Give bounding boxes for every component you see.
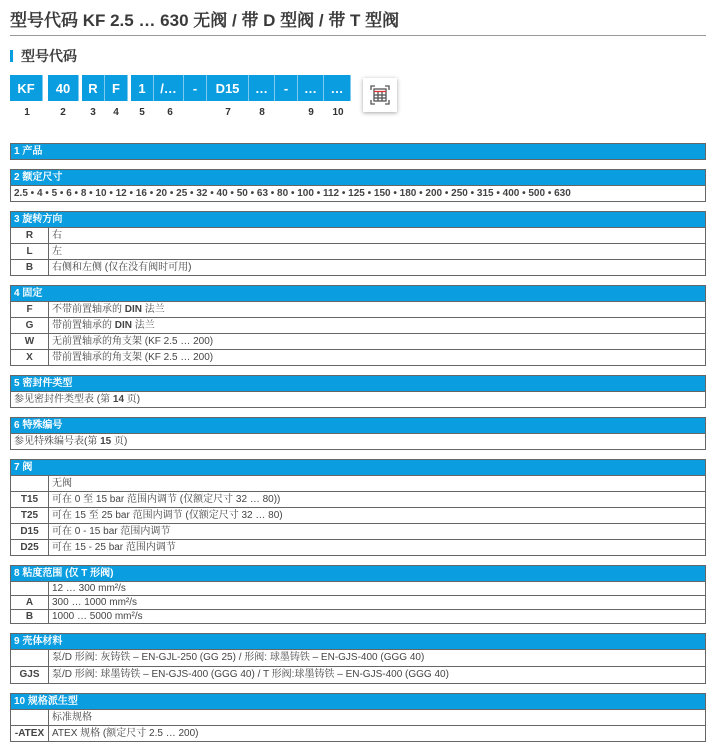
text: 可在 15 至 25 bar 范围内调节 (仅额定尺寸 32 … 80) (52, 510, 283, 521)
option-code: X (11, 350, 49, 365)
option-code (11, 582, 49, 595)
title-divider (10, 35, 706, 36)
text: 1000 … 5000 mm²/s (52, 611, 143, 622)
code-box[interactable]: R (82, 75, 105, 101)
option-description (49, 228, 62, 243)
code-box[interactable]: F (105, 75, 128, 101)
section-10 (10, 693, 706, 742)
table-row (11, 491, 705, 507)
option-description (11, 434, 127, 449)
code-box[interactable]: 40 (48, 75, 79, 101)
table-row (11, 259, 705, 275)
text: 参见密封件类型表 (第 (14, 394, 113, 405)
section-7 (10, 459, 706, 556)
option-description (49, 650, 424, 666)
option-code: B (11, 610, 49, 623)
code-position-number: 1 (24, 107, 30, 118)
text: 300 … 1000 mm²/s (52, 597, 138, 608)
section-5 (10, 375, 706, 408)
option-code: R (11, 228, 49, 243)
section-header: 1 产品 (11, 144, 705, 159)
section-header: 3 旋转方向 (11, 212, 705, 227)
option-description (49, 508, 283, 523)
option-description (49, 492, 280, 507)
table-row (11, 649, 705, 666)
text: 无阀 (52, 478, 72, 489)
option-code: A (11, 596, 49, 609)
option-code (11, 476, 49, 491)
code-box[interactable]: /… (154, 75, 184, 101)
section-header: 9 壳体材料 (11, 634, 705, 649)
option-description (49, 318, 155, 333)
section-2 (10, 169, 706, 202)
option-code: B (11, 260, 49, 275)
table-row (11, 539, 705, 555)
table-row (11, 433, 705, 449)
text: 法兰 (142, 304, 165, 315)
option-description (49, 596, 137, 609)
text: 右 (52, 230, 62, 241)
section-8 (10, 565, 706, 624)
option-description (49, 540, 176, 555)
option-description (49, 350, 213, 365)
option-description (49, 726, 199, 741)
text: 泵/D 形阀: 灰铸铁 – EN-GJL-250 (GG 25) / 形阀: 球墨铸铁 – EN-GJS-400 (GGG 40) (52, 652, 425, 663)
section-header: 6 特殊编号 (11, 418, 705, 433)
text: 可在 0 至 15 bar 范围内调节 (仅额定尺寸 32 … 80)) (52, 494, 281, 505)
text: 带前置轴承的 (52, 320, 115, 331)
calculator-icon (369, 84, 391, 106)
calculator-button[interactable] (363, 78, 397, 112)
option-description (49, 260, 191, 275)
bold-text: DIN (124, 304, 143, 315)
code-box[interactable]: … (324, 75, 351, 101)
code-position-number: 7 (225, 107, 231, 118)
text: 不带前置轴承的 (52, 304, 125, 315)
section-3 (10, 211, 706, 276)
section-header: 5 密封件类型 (11, 376, 705, 391)
section-header: 7 阀 (11, 460, 705, 475)
code-position-number: 10 (332, 107, 344, 118)
text: 泵/D 形阀: 球墨铸铁 – EN-GJS-400 (GGG 40) / T 形阀:球墨铸铁 – EN-GJS-400 (GGG 40) (52, 669, 449, 680)
bold-text: 2.5 • 4 • 5 • 6 • 8 • 10 • 12 • 16 • 20 • 25 • 32 • 40 • 50 • 63 • 80 • 100 • 112 • 125 • 150 • 180 • 200 • 250 • 315 • 400 • 500 • 630 (14, 188, 571, 199)
option-code: D25 (11, 540, 49, 555)
option-description (11, 392, 140, 407)
table-row (11, 349, 705, 365)
option-description (49, 710, 92, 725)
text: 页) (124, 394, 141, 405)
code-box[interactable]: … (298, 75, 324, 101)
option-description (49, 524, 170, 539)
table-row (11, 507, 705, 523)
bold-text: DIN (114, 320, 133, 331)
table-row (11, 709, 705, 725)
table-row (11, 185, 705, 201)
code-box[interactable]: - (184, 75, 207, 101)
option-description (49, 610, 143, 623)
accent-bar (10, 50, 13, 62)
section-9 (10, 633, 706, 684)
code-position-number: 9 (308, 107, 314, 118)
code-box[interactable]: D15 (207, 75, 249, 101)
section-subtitle (10, 46, 77, 66)
section-header: 4 固定 (11, 286, 705, 301)
table-row (11, 609, 705, 623)
code-position-number: 6 (167, 107, 173, 118)
text: 无前置轴承的角支架 (KF 2.5 … 200) (52, 336, 214, 347)
option-description (49, 582, 126, 595)
option-description (11, 186, 571, 201)
bold-text: 15 (100, 436, 112, 447)
table-row (11, 317, 705, 333)
text: 带前置轴承的角支架 (KF 2.5 … 200) (52, 352, 214, 363)
text: 可在 0 - 15 bar 范围内调节 (52, 526, 171, 537)
section-4 (10, 285, 706, 366)
code-position-number: 4 (113, 107, 119, 118)
page-title: 型号代码 KF 2.5 … 630 无阀 / 带 D 型阀 / 带 T 型阀 (10, 11, 400, 30)
subtitle-text: 型号代码 (21, 48, 77, 64)
text: 标准规格 (52, 712, 92, 723)
text: 页) (111, 436, 128, 447)
option-description (49, 244, 62, 259)
table-row (11, 725, 705, 741)
option-description (49, 302, 165, 317)
section-header: 2 额定尺寸 (11, 170, 705, 185)
option-code: -ATEX (11, 726, 49, 741)
section-header: 10 规格派生型 (11, 694, 705, 709)
table-row (11, 595, 705, 609)
table-row (11, 581, 705, 595)
option-code: GJS (11, 667, 49, 683)
option-code (11, 710, 49, 725)
code-position-number: 3 (90, 107, 96, 118)
option-code: F (11, 302, 49, 317)
type-code-table (10, 143, 706, 751)
code-position-number: 8 (259, 107, 265, 118)
option-code: L (11, 244, 49, 259)
option-code (11, 650, 49, 666)
section-6 (10, 417, 706, 450)
text: 可在 15 - 25 bar 范围内调节 (52, 542, 176, 553)
bold-text: 14 (112, 394, 125, 405)
text: 参见特殊编号表(第 (14, 436, 101, 447)
text: 12 … 300 mm²/s (52, 583, 126, 594)
table-row (11, 333, 705, 349)
table-row (11, 243, 705, 259)
code-box[interactable]: - (275, 75, 298, 101)
text: ATEX 规格 (额定尺寸 2.5 … 200) (52, 728, 199, 739)
table-row (11, 227, 705, 243)
table-row (11, 666, 705, 683)
option-code: D15 (11, 524, 49, 539)
text: 右侧和左侧 (仅在没有阀时可用) (52, 262, 192, 273)
option-code: T15 (11, 492, 49, 507)
table-row (11, 301, 705, 317)
table-row (11, 391, 705, 407)
text: 左 (52, 246, 62, 257)
option-description (49, 476, 72, 491)
section-1 (10, 143, 706, 160)
table-row (11, 523, 705, 539)
option-code: T25 (11, 508, 49, 523)
option-description (49, 334, 213, 349)
option-code: G (11, 318, 49, 333)
table-row (11, 475, 705, 491)
option-description (49, 667, 449, 683)
option-code: W (11, 334, 49, 349)
code-box[interactable]: KF (10, 75, 43, 101)
code-box[interactable]: 1 (131, 75, 154, 101)
code-position-number: 5 (139, 107, 145, 118)
code-position-number: 2 (60, 107, 66, 118)
code-box[interactable]: … (249, 75, 275, 101)
text: 法兰 (132, 320, 155, 331)
section-header: 8 粘度范围 (仅 T 形阀) (11, 566, 705, 581)
